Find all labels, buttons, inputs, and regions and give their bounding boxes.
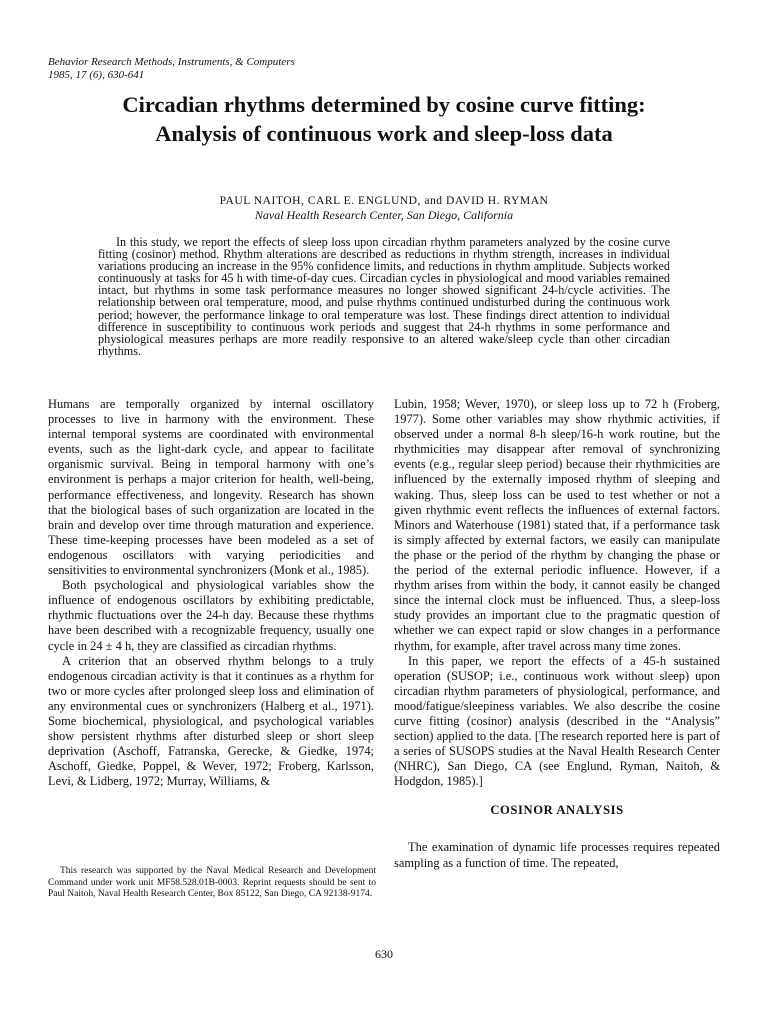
body-paragraph: The examination of dynamic life processes requires repeated sampling as a function of time. The repeated, [394,840,720,870]
journal-name: Behavior Research Methods, Instruments, & Computers [48,56,295,68]
right-column [394,397,720,871]
paper-title: Circadian rhythms determined by cosine curve fitting: Analysis of continuous work and sleep-loss data [122,92,646,146]
page-number: 630 [375,947,393,961]
body-paragraph: Lubin, 1958; Wever, 1970), or sleep loss up to 72 h (Froberg, 1977). Some other variables may show rhythmic activities, if observed under a normal 8-h sleep/16-h work routine, but the rhythmicities may disappear after removal of synchronizing events (e.g., regular sleep period) because their rhythmicities are influenced by the externally imposed rhythm of sleeping and waking. Thus, sleep loss can be used to test whether or not a given rhythmic event reflects the influences of external factors. Minors and Waterhouse (1981) stated that, if a performance task is simply affected by external factors, we easily can manipulate the phase or the period of the rhythm by changing the phase or the period of the external periodic influence. However, if a rhythm arises from within the body, it cannot easily be changed since the internal clock must be influenced. Thus, a sleep-loss study provides an important clue to the pragmatic question of whether we can expect rapid or slow changes in a performance rhythm, for example, after travel across many time zones. [394,397,720,653]
journal-citation [48,56,295,82]
section-heading: COSINOR ANALYSIS [490,803,624,818]
author-list: PAUL NAITOH, CARL E. ENGLUND, and DAVID H. RYMAN [219,194,549,207]
footnote [48,866,376,901]
body-paragraph: A criterion that an observed rhythm belongs to a truly endogenous circadian activity is that it continues as a rhythm for two or more cycles after prolonged sleep loss and elimination of any environmental cues or synchronizers (Halberg et al., 1971). Some biochemical, physiological, and psychological variables show persistent rhythms after disturbed sleep or short sleep deprivation (Aschoff, Fatranska, Gerecke, & Giedke, 1974; Aschoff, Giedke, Poppel, & Wever, 1972; Froberg, Karlsson, Levi, & Lidberg, 1972; Murray, Williams, & [48,653,374,789]
footnote-text: This research was supported by the Naval Medical Research and Development Command under work unit MF58.528.01B-0003. Reprint requests should be sent to Paul Naitoh, Naval Health Research Center, Box 85122, San Diego, CA 92138-9174. [48,866,376,899]
body-paragraph: Both psychological and physiological variables show the influence of endogenous oscillators by exhibiting predictable, rhythmic fluctuations over the 24-h day. Because these rhythms have been described with a recognizable frequency, usually one cycle in 24 ± 4 h, they are classified as circadian rhythms. [48,578,374,653]
author-affiliation: Naval Health Research Center, San Diego, California [254,208,514,222]
left-column [48,397,374,789]
journal-volume: 1985, 17 (6), 630-641 [48,69,145,81]
abstract: In this study, we report the effects of sleep loss upon circadian rhythm parameters analyzed by the cosine curve fitting (cosinor) method. Rhythm alterations are described as reductions in rhythm strength, increases in individual variations producing an increase in the 95% confidence limits, and reductions in rhythm amplitude. Subjects worked continuously at tasks for 45 h with time-of-day cues. Circadian cycles in physiological and mood variables remained intact, but rhythms in some task performance measures no longer showed significant 24-h/cycle activities. The relationship between oral temperature, mood, and pulse rhythms continued undisturbed during the continuous work period; however, the performance linkage to oral temperature was lost. These findings direct attention to individual difference in susceptibility to continuous work periods and suggest that 24-h rhythms in some performance and physiological measures perhaps are more readily responsive to an altered wake/sleep cycle than other circadian rhythms. [98,235,670,358]
body-paragraph: In this paper, we report the effects of a 45-h sustained operation (SUSOP; i.e., continuous work without sleep) upon circadian rhythm parameters of physiological, performance, and mood/fatigue/sleepiness variables. We also describe the cosine curve fitting (cosinor) analysis (described in the “Analysis” section) applied to the data. [The research reported here is part of a series of SUSOPS studies at the Naval Health Research Center (NHRC), San Diego, CA (see Englund, Ryman, Naitoh, & Hodgdon, 1985).] [394,653,720,789]
body-paragraph: Humans are temporally organized by internal oscillatory processes to live in harmony with the environment. These internal temporal systems are coordinated with environmental events, such as the light-dark cycle, and appear to facilitate organismic survival. Being in temporal harmony with one’s environment is perhaps a major criterion for health, well-being, performance effectiveness, and longevity. Research has shown that the biological bases of such organization are located in the brain and develop over time through maturation and experience. These time-keeping processes have been modeled as a set of endogenous oscillators with varying periodicities and sensitivities to environmental synchronizers (Monk et al., 1985). [48,397,374,578]
